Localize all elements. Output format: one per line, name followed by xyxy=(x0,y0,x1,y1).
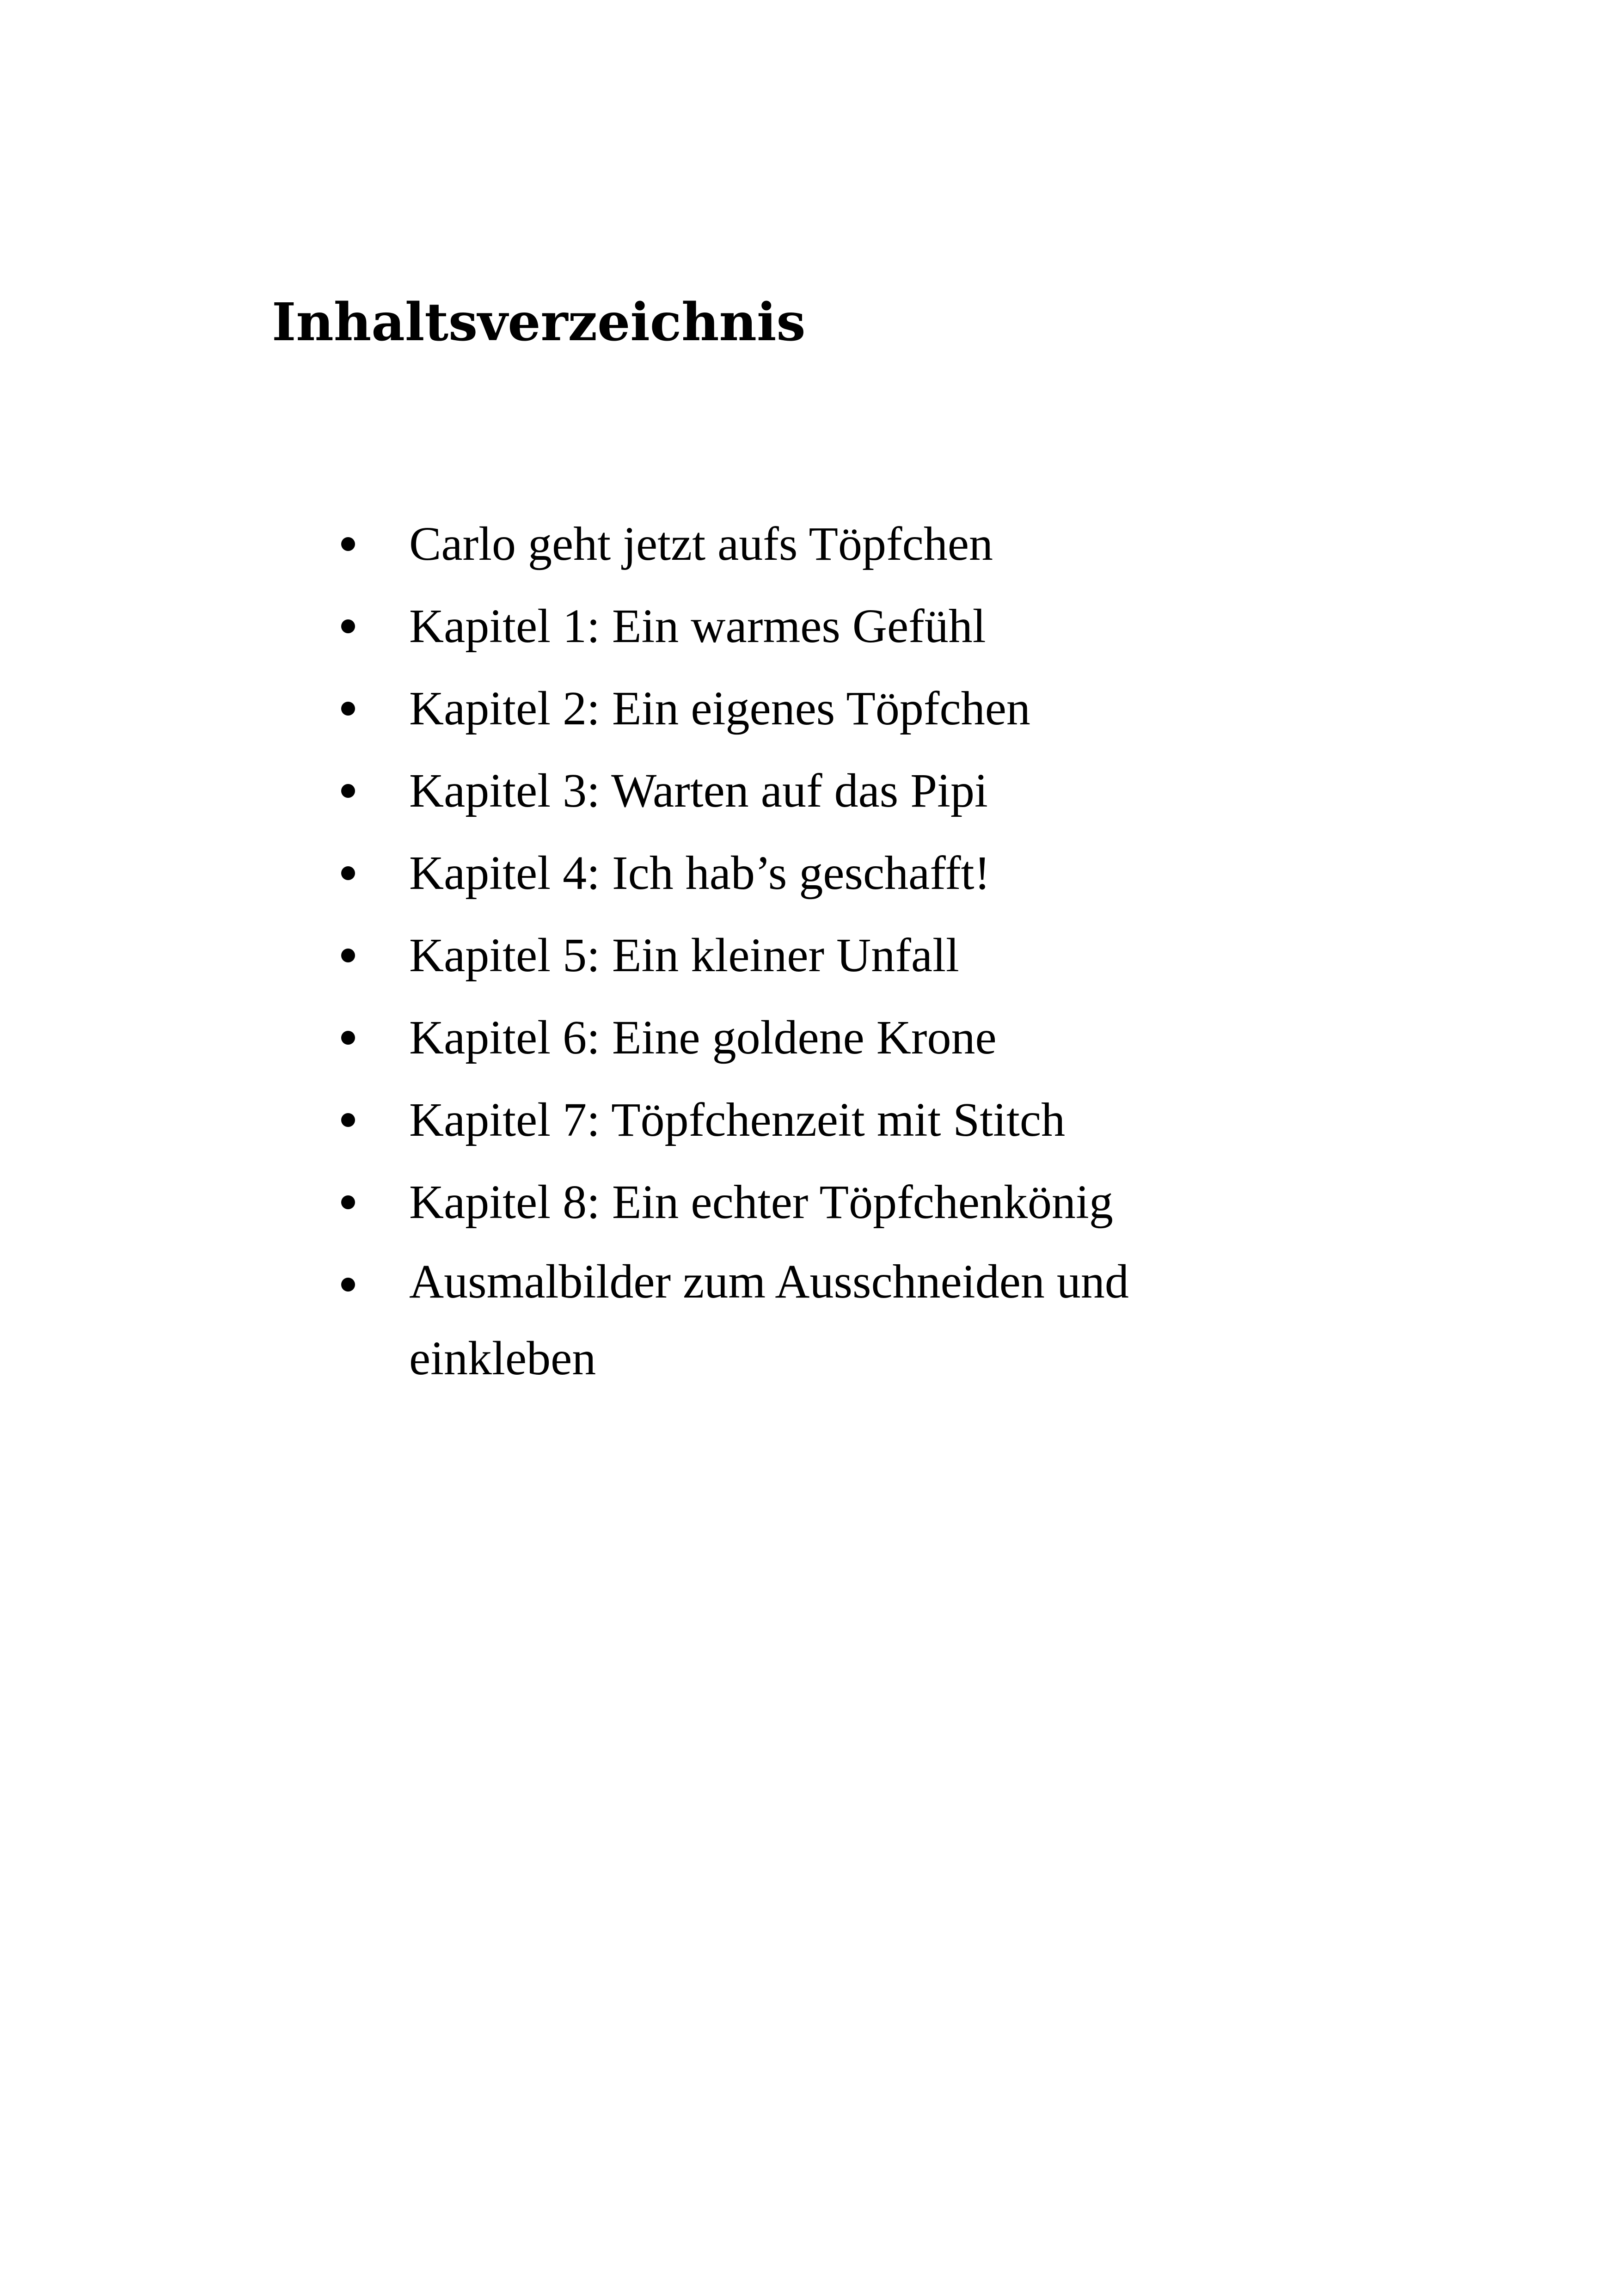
toc-entry xyxy=(341,585,1358,667)
toc-entry xyxy=(341,750,1358,832)
bullet-icon xyxy=(341,832,369,914)
toc-entry-label: Ausmalbilder zum Ausschneiden und einkleben xyxy=(409,1255,1129,1385)
bullet-icon xyxy=(341,1161,369,1243)
toc-entry-label: Kapitel 7: Töpfchenzeit mit Stitch xyxy=(409,1093,1066,1146)
page-title: Inhaltsverzeichnis xyxy=(272,292,806,353)
toc-entry xyxy=(341,832,1358,914)
toc-entry-label: Carlo geht jetzt aufs Töpfchen xyxy=(409,517,993,570)
toc-entry xyxy=(341,1161,1358,1243)
bullet-icon xyxy=(341,667,369,750)
toc-entry xyxy=(341,914,1358,997)
toc-entry xyxy=(341,667,1358,750)
toc-entry-label: Kapitel 6: Eine goldene Krone xyxy=(409,1011,997,1064)
toc-entry-label: Kapitel 3: Warten auf das Pipi xyxy=(409,764,988,817)
toc-entry xyxy=(341,997,1358,1079)
toc-entry-label: Kapitel 8: Ein echter Töpfchenkönig xyxy=(409,1176,1113,1229)
toc-entry-label: Kapitel 2: Ein eigenes Töpfchen xyxy=(409,682,1030,735)
toc-entry xyxy=(341,1079,1358,1161)
bullet-icon xyxy=(341,503,369,585)
bullet-icon xyxy=(341,997,369,1079)
bullet-icon xyxy=(341,585,369,667)
bullet-icon xyxy=(341,914,369,997)
toc-entry xyxy=(341,1243,1358,1397)
toc-entry-label: Kapitel 1: Ein warmes Gefühl xyxy=(409,600,986,653)
bullet-icon xyxy=(341,1243,369,1326)
toc-entry-label: Kapitel 5: Ein kleiner Unfall xyxy=(409,929,959,982)
table-of-contents xyxy=(341,503,1358,1397)
toc-entry-label: Kapitel 4: Ich hab’s geschafft! xyxy=(409,846,991,900)
toc-entry xyxy=(341,503,1358,585)
bullet-icon xyxy=(341,750,369,832)
bullet-icon xyxy=(341,1079,369,1161)
